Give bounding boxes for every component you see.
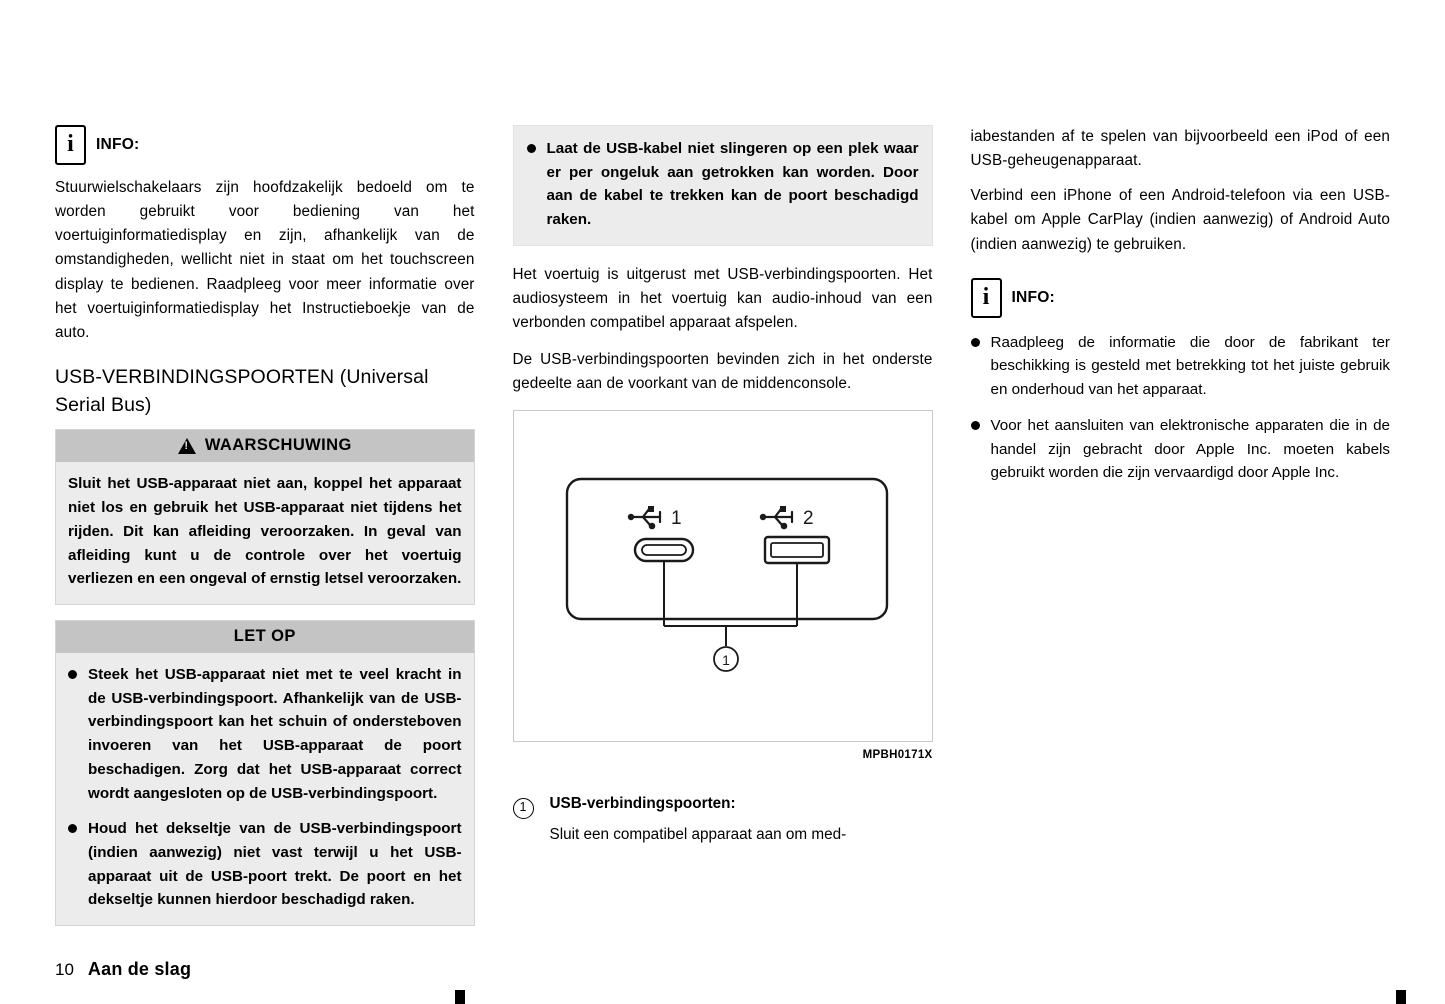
page-number: 10: [55, 960, 74, 979]
svg-text:1: 1: [670, 507, 682, 529]
figure-caption: MPBH0171X: [862, 748, 933, 761]
info-header: [55, 125, 475, 165]
warning-box-body: [56, 462, 474, 604]
right-top-text: [971, 125, 1391, 257]
usb-ports-diagram: [514, 411, 934, 741]
callout-number: 1: [513, 798, 534, 819]
info-item-text: Raadpleeg de informatie die door de fabrikant ter beschikking is gesteld met betrekking tot het juiste gebruik en onderhoud van het apparaat.: [990, 333, 1390, 399]
info-icon: i: [55, 125, 86, 165]
note-item-text: Laat de USB-kabel niet slingeren op een plek waar er per ongeluk aan getrokken kan worden. Door aan de kabel te trekken kan de poort beschadigd raken.: [546, 140, 919, 229]
callout-title: USB-verbindingspoorten:: [549, 794, 736, 812]
list-item: [68, 663, 462, 805]
intro-paragraph: Stuurwielschakelaars zijn hoofdzakelijk bedoeld om te worden gebruikt voor bediening van het voertuiginformatiedisplay en zijn, afhankelijk van de omstandigheden, wellicht niet in staat om het touchscreen display te bedienen. Raadpleeg voor meer informatie over het voertuiginformatiedisplay het Instructieboekje van de auto.: [55, 179, 475, 341]
info-icon: i: [971, 278, 1002, 318]
list-item: [527, 137, 919, 232]
svg-text:2: 2: [802, 507, 814, 529]
bullet-icon: [68, 670, 77, 679]
figure-callout: [513, 795, 933, 847]
info-item-text: Voor het aansluiten van elektronische apparaten die in de handel zijn gebracht door Apple Inc. moeten kabels gebruikt worden die zijn vervaardigd door Apple Inc.: [990, 416, 1390, 482]
column-right: [971, 125, 1391, 941]
caution-list: [68, 663, 462, 912]
middle-paragraph-2: De USB-verbindingspoorten bevinden zich in het onderste gedeelte aan de voorkant van de middenconsole.: [512, 351, 933, 393]
usb-ports-figure: [513, 410, 933, 742]
column-middle: [513, 125, 933, 941]
info-label: INFO:: [1011, 288, 1055, 306]
page-columns: [55, 125, 1390, 941]
info-list: [971, 331, 1391, 485]
caution-item-text: Houd het dekseltje van de USB-verbindingspoort (indien aanwezig) niet vast terwijl u het USB-apparaat uit de USB-poort trekt. De poort en het dekseltje kunnen hierdoor beschadigd raken.: [88, 820, 462, 909]
warning-text: Sluit het USB-apparaat niet aan, koppel het apparaat niet los en gebruik het USB-apparaat niet tijdens het rijden. Dit kan afleiding veroorzaken. In geval van afleiding kunt u de controle over het voertuig verliezen en een ongeval of ernstig letsel veroorzaken.: [68, 475, 462, 588]
svg-text:1: 1: [721, 651, 730, 668]
footer-title: Aan de slag: [87, 959, 192, 979]
bullet-icon: [527, 144, 536, 153]
info-header-right: [971, 278, 1391, 318]
list-item: [68, 817, 462, 912]
page-footer: [55, 959, 191, 980]
warning-box: [55, 429, 475, 605]
crop-mark: [1396, 990, 1406, 1004]
note-list: [527, 137, 919, 232]
bullet-icon: [68, 824, 77, 833]
info-label: INFO:: [96, 136, 140, 153]
caution-box-heading: [56, 621, 474, 653]
bullet-icon: [971, 338, 980, 347]
right-paragraph-1: iabestanden af te spelen van bijvoorbeeld een iPod of een USB-geheugenapparaat.: [970, 128, 1390, 170]
callout-body: [550, 795, 847, 847]
warning-triangle-icon: [178, 438, 196, 454]
warning-box-heading: [56, 430, 474, 462]
column-left: [55, 125, 475, 941]
middle-paragraph-1: Het voertuig is uitgerust met USB-verbindingspoorten. Het audiosysteem in het voertuig kan audio-inhoud van een verbonden compatibel apparaat afspelen.: [512, 265, 933, 332]
caution-heading-text: LET OP: [233, 626, 296, 645]
callout-text: Sluit een compatibel apparaat aan om med-: [549, 825, 847, 843]
warning-heading-text: WAARSCHUWING: [204, 436, 352, 455]
note-box: [513, 125, 933, 246]
crop-mark: [455, 990, 465, 1004]
right-paragraph-2: Verbind een iPhone of een Android-telefoon via een USB-kabel om Apple CarPlay (indien aanwezig) of Android Auto (indien aanwezig) te gebruiken.: [970, 187, 1390, 253]
list-item: [971, 414, 1391, 485]
list-item: [971, 331, 1391, 402]
caution-box-body: [56, 653, 474, 925]
caution-item-text: Steek het USB-apparaat niet met te veel kracht in de USB-verbindingspoort. Afhankelijk van de USB-verbindingspoort kan het schuin of ondersteboven invoeren van het USB-apparaat de poort beschadigen. Zorg dat het USB-apparaat correct wordt aangesloten op de USB-verbindingspoort.: [88, 665, 462, 802]
bullet-icon: [971, 421, 980, 430]
caution-box: [55, 620, 475, 926]
section-title: USB-VERBINDINGSPOORTEN (Universal Serial Bus): [55, 366, 429, 416]
